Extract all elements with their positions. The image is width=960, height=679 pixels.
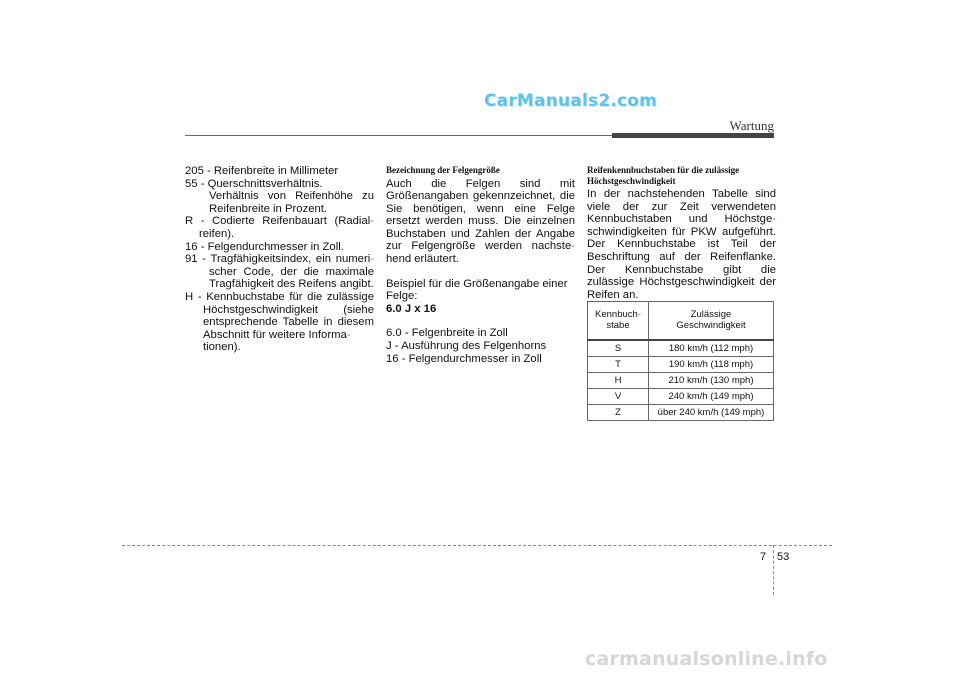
header-rule-thick [612,133,774,138]
speed-value-cell: 210 km/h (130 mph) [649,373,774,389]
rim-size-text: Auch die Felgen sind mit Größenangaben gekennzeichnet, die Sie benötigen, wenn eine Felge ersetzt werden muss. Die einzelnen Buchstaben und Zahlen der Angabe zur Felgengröße werden nachste [386,177,575,253]
speed-rating-text-part: In der nachstehenden Tabelle sind viele der zur Zeit verwendeten Kennbuchstaben und Höchstge [587,188,776,226]
speed-rating-text-part: schwindigkeiten für PKW aufgeführt. Der Kennbuchstabe ist Teil der Beschriftung auf der Reifenflanke. Der Kennbuchstabe gibt die zulässige Höchstgeschwindigkeit der Reifen an. [587,225,776,301]
footer-dashed-divider [773,545,774,595]
table-header-code [588,302,649,341]
tire-code-item [185,165,374,178]
hyphen-mark: - [370,253,374,266]
tire-code-text: R - Codierte Reifenbauart (Radial [185,215,371,228]
rim-example-label: Beispiel für die Größenangabe einer Felge: [386,277,568,303]
rim-size-intro [386,178,575,266]
tire-code-line [185,253,374,266]
table-header-speed [649,302,774,341]
tire-code-item [185,253,374,291]
speed-code-cell: Z [588,405,649,421]
tire-code-detail: scher Code, der die maximale Tragfähigkeit des Reifens angibt. [209,265,374,291]
tire-code-line: 16 - Felgendurchmesser in Zoll. [185,240,344,253]
tire-code-text: Höchstgeschwindigkeit (siehe entsprechende Tabelle in diesem Abschnitt für weitere Informa [203,303,374,341]
tire-code-item [185,241,374,254]
tire-code-item [185,215,374,240]
speed-rating-text [587,188,776,301]
table-row [588,389,774,405]
rim-size-text: hend erläutert. [386,253,459,266]
header-rule-thin [185,135,615,136]
tire-code-line: H - Kennbuchstabe für die zulässige [185,290,374,303]
speed-rating-heading: Reifenkennbuchstaben für die zulässige Höchstgeschwindigkeit [587,165,740,186]
speed-code-cell: H [588,373,649,389]
table-row [588,357,774,373]
table-header-row [588,302,774,341]
rim-size-line: 6.0 - Felgenbreite in Zoll [386,327,508,340]
tire-code-detail [185,304,374,342]
tire-code-item [185,291,374,354]
hyphen-mark: - [772,213,776,226]
tire-code-item [185,178,374,216]
rim-example-value: 6.0 J x 16 [386,302,437,315]
tire-code-line [185,215,374,228]
speed-code-cell: T [588,357,649,373]
speed-rating-table [587,301,774,421]
section-title: Wartung [729,118,774,133]
speed-value-cell: über 240 km/h (149 mph) [649,405,774,421]
tire-code-line: 205 - Reifenbreite in Millimeter [185,165,339,177]
carmanuals-watermark-top: CarManuals2.com [484,91,658,111]
table-row [588,373,774,389]
tire-code-text: 91 - Tragfähigkeitsindex, ein numeri [185,253,371,266]
rim-size-line: J - Ausführung des Felgenhorns [386,340,547,353]
footer-dashed-rule [122,545,832,546]
speed-value-cell: 190 km/h (118 mph) [649,357,774,373]
hyphen-mark: - [571,240,575,253]
carmanualsonline-watermark: carmanualsonline.info [585,648,828,670]
table-row [588,405,774,421]
speed-value-cell: 180 km/h (112 mph) [649,340,774,357]
rim-size-heading: Bezeichnung der Felgengröße [386,165,500,175]
speed-code-cell: S [588,340,649,357]
table-row [588,340,774,357]
hyphen-mark: - [637,309,641,320]
header-text: Kennbuch [595,309,638,320]
speed-value-cell: 240 km/h (149 mph) [649,389,774,405]
rim-size-line: 16 - Felgendurchmesser in Zoll [386,352,542,365]
tire-code-column [185,165,374,354]
header-text: Zulässige [690,309,732,320]
hyphen-mark: - [370,215,374,228]
hyphen-mark: - [346,328,351,341]
speed-rating-column [587,165,776,301]
speed-code-cell: V [588,389,649,405]
chapter-number: 7 [760,551,767,563]
tire-code-line: 55 - Querschnittsverhältnis. [185,177,323,190]
tire-code-detail: reifen). [199,227,235,240]
header-text: Geschwindigkeit [676,320,746,331]
rim-size-column [386,165,575,365]
tire-code-detail: Verhältnis von Reifenhöhe zu Reifenbreite in Prozent. [209,190,374,215]
tire-code-detail: tionen). [203,341,241,354]
header-text: stabe [606,320,630,331]
page-number: 53 [777,551,790,563]
